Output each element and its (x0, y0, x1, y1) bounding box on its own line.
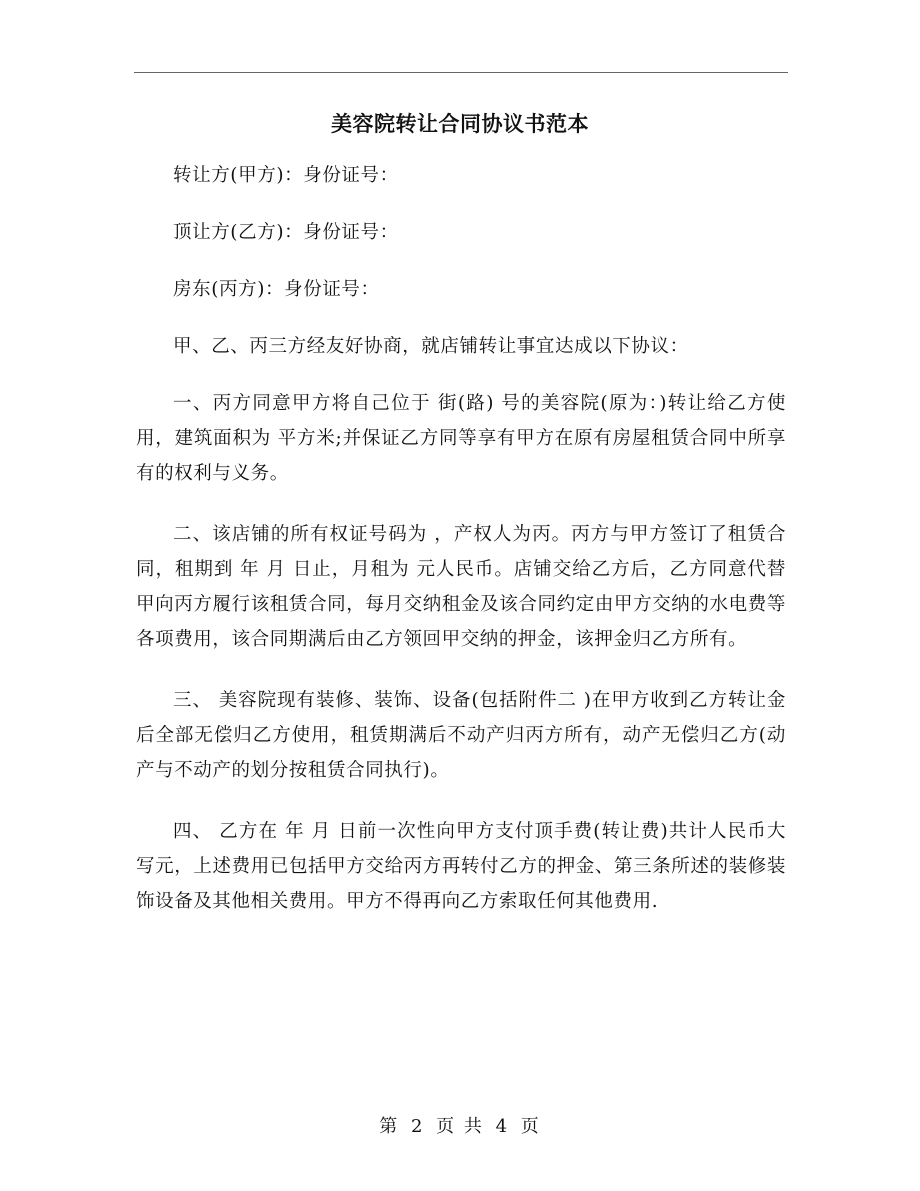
clause-3: 三、 美容院现有装修、装饰、设备(包括附件二 )在甲方收到乙方转让金后全部无偿归乙方使用，租赁期满后不动产归丙方所有，动产无偿归乙方(动产与不动产的划分按租赁合同执行)。 (136, 690, 786, 781)
party-b-line: 顶让方(乙方)：身份证号： (173, 222, 399, 243)
header-rule (134, 72, 788, 73)
footer-page-number: 2 (410, 1116, 425, 1137)
party-a-line: 转让方(甲方)：身份证号： (173, 165, 399, 186)
footer-total-pages: 4 (495, 1116, 510, 1137)
clause-4: 四、 乙方在 年 月 日前一次性向甲方支付顶手费(转让费)共计人民币大写元，上述费用已包括甲方交给丙方再转付乙方的押金、第三条所述的装修装饰设备及其他相关费用。甲方不得再向乙方索取任何其他费用. (136, 821, 786, 912)
document-title: 美容院转让合同协议书范本 (331, 111, 589, 136)
clause-1: 一、丙方同意甲方将自己位于 街(路) 号的美容院(原为：)转让给乙方使用，建筑面积为 平方米;并保证乙方同等享有甲方在原有房屋租赁合同中所享有的权利与义务。 (136, 393, 786, 484)
agreement-intro: 甲、乙、丙三方经友好协商，就店铺转让事宜达成以下协议： (173, 336, 689, 357)
footer-suffix: 页 (520, 1116, 541, 1137)
clause-2: 二、该店铺的所有权证号码为 ，产权人为丙。丙方与甲方签订了租赁合同，租期到 年 月 日止，月租为 元人民币。店铺交给乙方后，乙方同意代替甲向丙方履行该租赁合同，每月交纳租金及该合同约定由甲方交纳的水电费等各项费用，该合同期满后由乙方领回甲交纳的押金，该押金归乙方所有。 (136, 524, 786, 650)
party-c-line: 房东(丙方)：身份证号： (173, 279, 380, 300)
footer-prefix: 第 (379, 1116, 400, 1137)
footer-middle: 页 共 (436, 1116, 484, 1137)
page-footer (0, 1113, 920, 1141)
document-body (136, 158, 786, 945)
